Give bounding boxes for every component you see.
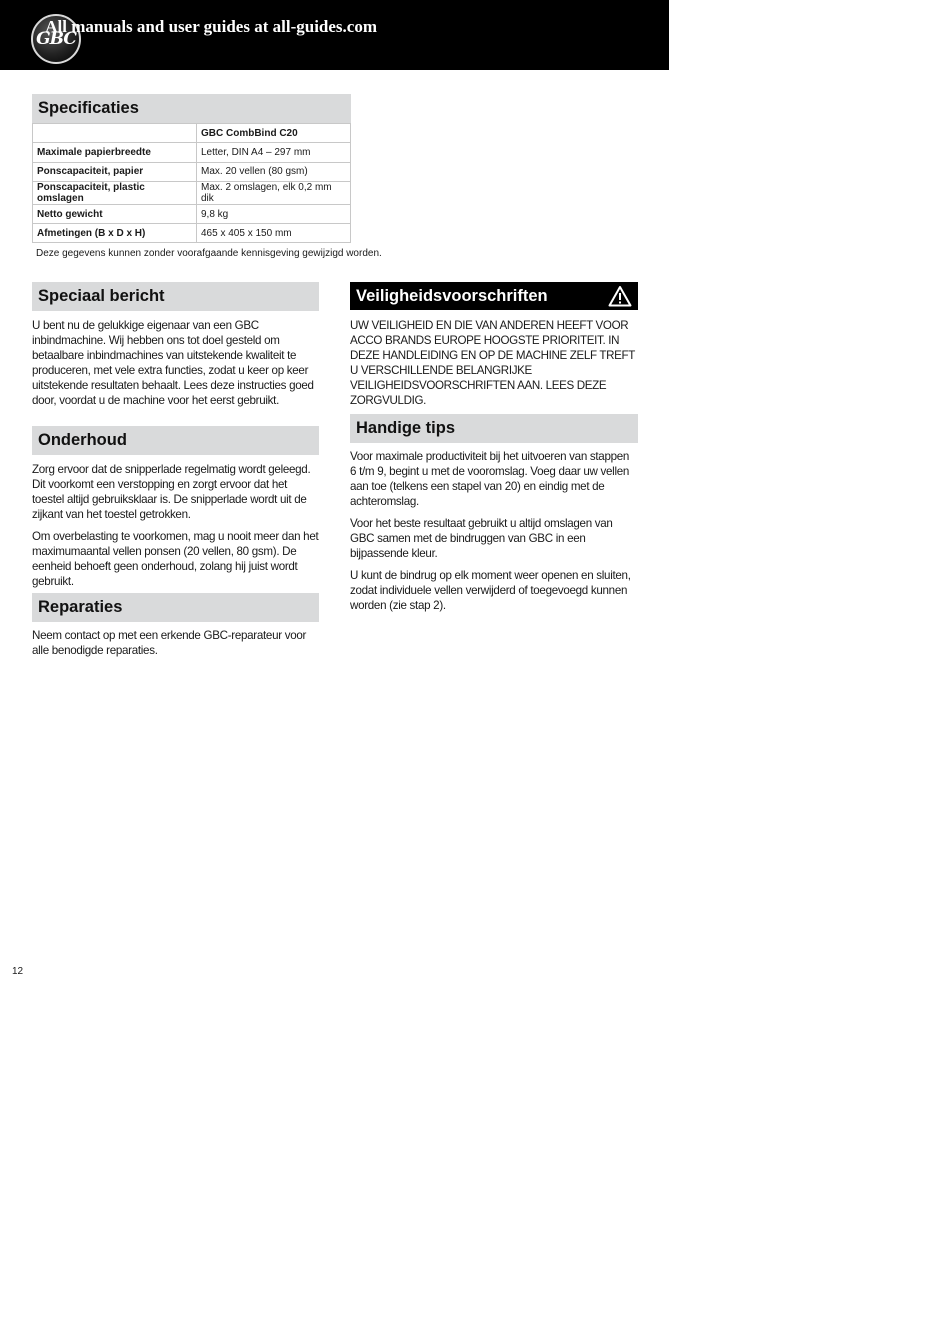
spec-label: Afmetingen (B x D x H) <box>33 224 197 243</box>
special-notice-paragraph: U bent nu de gelukkige eigenaar van een GBC inbindmachine. Wij hebben ons tot doel gesteld om betaalbare inbindmachines van uitstekende kwaliteit te produceren, met vele extra functies, zodat u keer op keer uitstekende resultaten behaalt. Lees deze instructies goed door, voordat u de machine voor het eerst gebruikt. <box>32 319 314 407</box>
tips-section <box>350 414 638 613</box>
spec-label: Netto gewicht <box>33 204 197 223</box>
special-notice-title: Speciaal bericht <box>32 282 319 311</box>
safety-title: Veiligheidsvoorschriften <box>356 287 548 305</box>
repairs-title: Reparaties <box>32 593 319 622</box>
top-banner <box>0 0 669 70</box>
table-row <box>33 143 351 162</box>
repairs-section <box>32 593 319 658</box>
spec-label: Maximale papierbreedte <box>33 143 197 162</box>
spec-label: Ponscapaciteit, plastic omslagen <box>33 181 197 204</box>
maintenance-title: Onderhoud <box>32 426 319 455</box>
maintenance-paragraph: Zorg ervoor dat de snipperlade regelmatig wordt geleegd. Dit voorkomt een verstopping en zorgt ervoor dat het toestel altijd gebruiksklaar is. De snipperlade wordt uit de zijkant van het toestel getrokken. <box>32 463 311 521</box>
tips-paragraph: Voor maximale productiviteit bij het uitvoeren van stappen 6 t/m 9, begint u met de vooromslag. Voeg daar uw vellen aan toe (telkens een stapel van 20) en eindig met de achteromslag. <box>350 450 630 508</box>
specifications-title: Specificaties <box>32 94 351 123</box>
banner-link[interactable]: All manuals and user guides at all-guides.com <box>45 17 377 36</box>
table-row <box>33 162 351 181</box>
table-row <box>33 204 351 223</box>
specifications-table <box>32 123 351 243</box>
table-row <box>33 224 351 243</box>
page-number: 12 <box>12 966 24 977</box>
spec-value: Max. 2 omslagen, elk 0,2 mm dik <box>197 181 351 204</box>
table-header-empty <box>33 124 197 143</box>
repairs-paragraph: Neem contact op met een erkende GBC-reparateur voor alle benodigde reparaties. <box>32 629 307 657</box>
specifications-note: Deze gegevens kunnen zonder voorafgaande kennisgeving gewijzigd worden. <box>36 248 382 259</box>
safety-title-bar <box>350 282 638 310</box>
table-header-row <box>33 124 351 143</box>
tips-title: Handige tips <box>350 414 638 443</box>
table-row <box>33 181 351 204</box>
spec-value: Letter, DIN A4 – 297 mm <box>197 143 351 162</box>
tips-paragraph: Voor het beste resultaat gebruikt u altijd omslagen van GBC samen met de bindruggen van GBC in een bijpassende kleur. <box>350 517 613 560</box>
maintenance-paragraph: Om overbelasting te voorkomen, mag u nooit meer dan het maximumaantal vellen ponsen (20 vellen, 80 gsm). De eenheid behoeft geen onderhoud, zolang hij juist wordt gebruikt. <box>32 530 319 588</box>
warning-triangle-icon <box>608 285 632 307</box>
table-header-model: GBC CombBind C20 <box>197 124 351 143</box>
safety-section <box>350 282 638 408</box>
spec-label: Ponscapaciteit, papier <box>33 162 197 181</box>
spec-value: Max. 20 vellen (80 gsm) <box>197 162 351 181</box>
tips-paragraph: U kunt de bindrug op elk moment weer openen en sluiten, zodat individuele vellen verwijderd of toegevoegd kunnen worden (zie stap 2). <box>350 569 631 612</box>
specifications-section <box>32 94 351 243</box>
spec-value: 465 x 405 x 150 mm <box>197 224 351 243</box>
safety-paragraph: UW VEILIGHEID EN DIE VAN ANDEREN HEEFT VOOR ACCO BRANDS EUROPE HOOGSTE PRIORITEIT. IN DEZE HANDLEIDING EN OP DE MACHINE ZELF TREFT U VERSCHILLENDE BELANGRIJKE VEILIGHEIDSVOORSCHRIFTEN AAN. LEES DEZE ZORGVULDIG. <box>350 319 635 407</box>
special-notice-section <box>32 282 319 408</box>
spec-value: 9,8 kg <box>197 204 351 223</box>
maintenance-section <box>32 426 319 589</box>
logo-text: GBC <box>36 29 76 49</box>
